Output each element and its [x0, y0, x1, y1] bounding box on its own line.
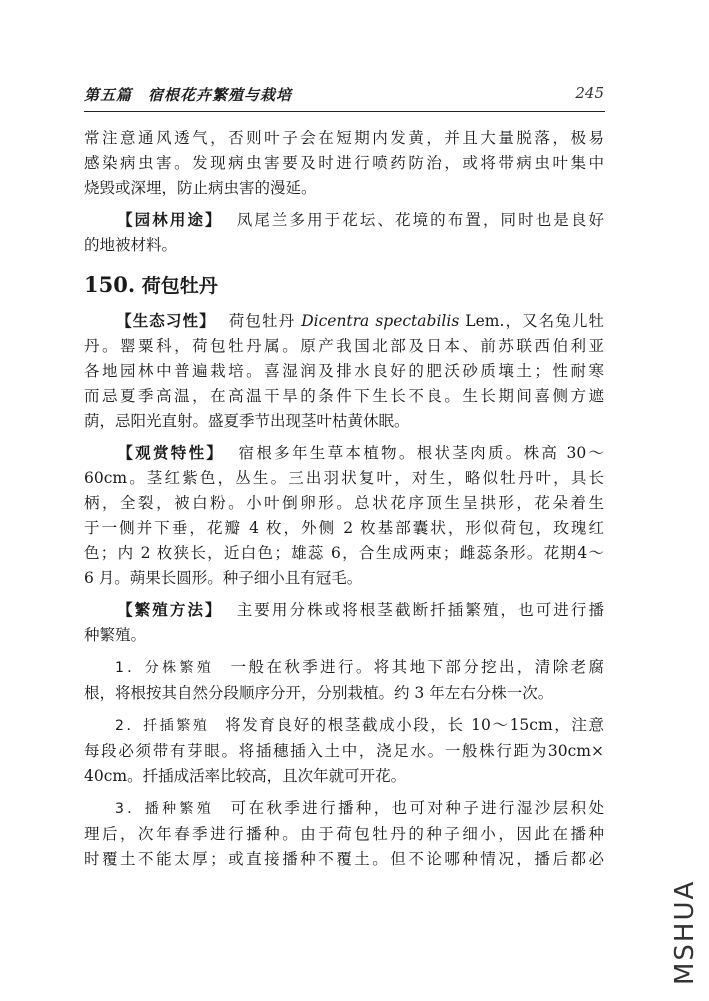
- text-line: 的地被材料。: [84, 236, 178, 254]
- text-line: [84, 208, 604, 233]
- latin-name: Dicentra spectabilis: [301, 312, 460, 330]
- text-span: 宿根多年生草本植物。根状茎肉质。株高 30～: [236, 444, 604, 462]
- ornamental-paragraph: [84, 441, 604, 591]
- text-line: 根，将根按其自然分段顺序分开，分别栽植。约 3 年左右分株一次。: [84, 684, 554, 702]
- text-line: 色；内 2 枚狭长，近白色；雄蕊 6，合生成两束；雌蕊条形。花期4～: [84, 544, 604, 562]
- text-line: 常注意通风透气，否则叶子会在短期内发黄，并且大量脱落，极易: [84, 129, 604, 147]
- text-line: [84, 598, 604, 623]
- text-line: 6 月。蒴果长圆形。种子细小且有冠毛。: [84, 569, 363, 587]
- text-line: 60cm。茎红紫色，丛生。三出羽状复叶，对生，略似牡丹叶，具长: [84, 469, 604, 487]
- text-line: 荫，忌阳光直射。盛夏季节出现茎叶枯黄休眠。: [84, 412, 410, 430]
- text-line: [84, 441, 604, 466]
- division-method: [84, 655, 604, 706]
- running-header: [84, 84, 604, 108]
- propagation-paragraph: [84, 598, 604, 648]
- section-tag: 【繁殖方法】: [115, 601, 223, 619]
- text-line: 时覆土不能太厚；或直接播种不覆土。但不论哪种情况，播后都必: [84, 850, 604, 868]
- section-tag: 【观赏特性】: [115, 444, 225, 462]
- text-line: [84, 309, 604, 334]
- continued-paragraph: [84, 126, 604, 201]
- text-line: 柄，全裂，被白粉。小叶倒卵形。总状花序顶生呈拱形，花朵着生: [84, 494, 604, 512]
- text-line: 种繁殖。: [84, 626, 147, 644]
- garden-use-paragraph: [84, 208, 604, 258]
- text-span: 一般在秋季进行。将其地下部分挖出，清除老腐: [228, 658, 604, 676]
- page-number: 245: [575, 84, 604, 102]
- text-line: 各地园林中普遍栽培。喜湿润及排水良好的肥沃砂质壤土；性耐寒: [84, 362, 604, 380]
- text-span: 将发育良好的根茎截成小段，长 10～15cm，注意: [223, 716, 604, 734]
- method-label: 1．分株繁殖: [115, 660, 215, 676]
- text-span: 荷包牡丹: [227, 312, 296, 330]
- text-line: 而忌夏季高温，在高温干旱的条件下生长不良。生长期间喜侧方遮: [84, 387, 604, 405]
- text-line: 感染病虫害。发现病虫害要及时进行喷药防治，或将带病虫叶集中: [84, 154, 604, 172]
- text-span: 凤尾兰多用于花坛、花境的布置，同时也是良好: [234, 211, 604, 229]
- text-line: 每段必须带有芽眼。将插穗插入土中，浇足水。一般株行距为30cm×: [84, 742, 604, 760]
- cutting-method: [84, 713, 604, 789]
- method-label: 3．播种繁殖: [115, 801, 215, 817]
- entry-title: 荷包牡丹: [141, 275, 218, 297]
- text-line: 烧毁或深埋，防止病虫害的漫延。: [84, 179, 317, 197]
- chapter-title: 第五篇 宿根花卉繁殖与栽培: [84, 86, 293, 104]
- ecology-paragraph: [84, 309, 604, 434]
- page-body: [84, 126, 604, 872]
- text-line: 于一侧并下垂，花瓣 4 枚，外侧 2 枚基部囊状，形似荷包，玫瑰红: [84, 519, 604, 537]
- text-line: 理后，次年春季进行播种。由于荷包牡丹的种子细小，因此在播种: [84, 825, 604, 843]
- text-line: 丹。罂粟科，荷包牡丹属。原产我国北部及日本、前苏联西伯利亚: [84, 337, 604, 355]
- text-line: [84, 713, 604, 739]
- entry-heading: [84, 272, 604, 299]
- text-span: 可在秋季进行播种，也可对种子进行湿沙层积处: [228, 799, 604, 817]
- sowing-method: [84, 796, 604, 872]
- text-line: [84, 796, 604, 822]
- section-tag: 【园林用途】: [115, 211, 223, 229]
- section-tag: 【生态习性】: [115, 312, 216, 330]
- method-label: 2．扦插繁殖: [115, 718, 210, 734]
- text-line: [84, 655, 604, 681]
- text-span: 主要用分株或将根茎截断扦插繁殖，也可进行播: [234, 601, 604, 619]
- text-line: 40cm。扦插成活率比较高，且次年就可开花。: [84, 767, 407, 785]
- header-rule: [84, 111, 605, 112]
- entry-number: 150.: [84, 272, 136, 297]
- text-span: Lem.，又名兔儿牡: [459, 312, 604, 330]
- watermark: MSHUA: [670, 879, 700, 985]
